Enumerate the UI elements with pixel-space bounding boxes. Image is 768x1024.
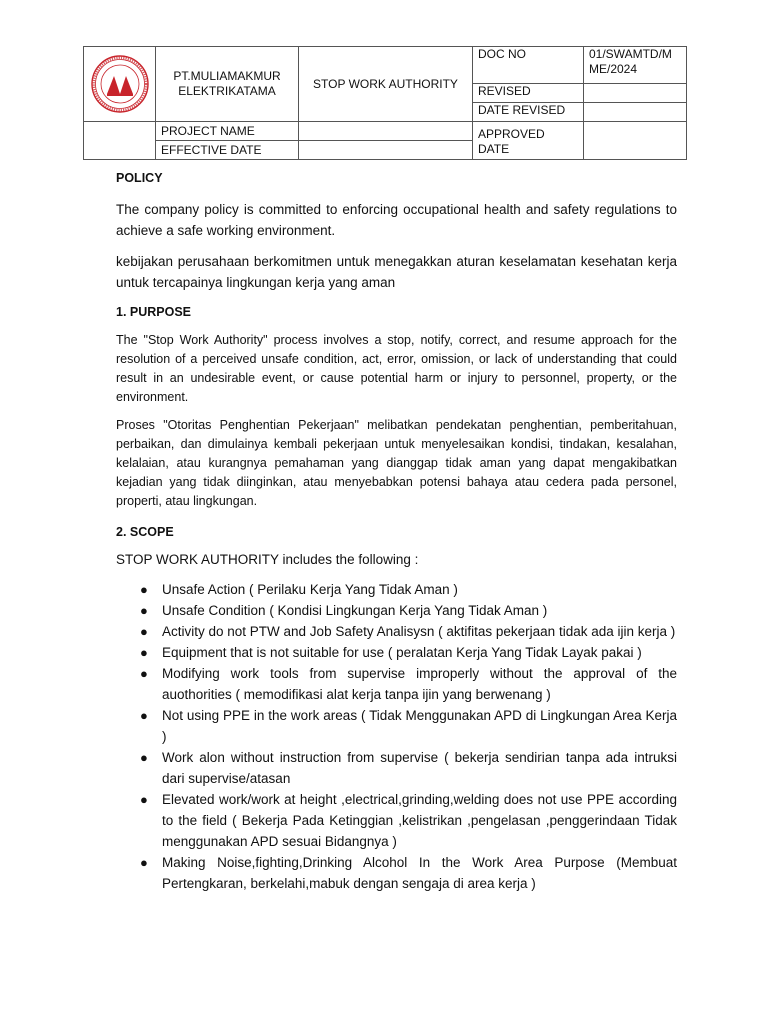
approved-date-value <box>584 122 687 160</box>
project-name-value <box>299 122 473 141</box>
scope-list-item <box>116 642 677 663</box>
bullet-icon: ● <box>140 624 148 639</box>
effective-date-label: EFFECTIVE DATE <box>156 141 299 160</box>
scope-item-text: Elevated work/work at height ,electrical,grinding,welding does not use PPE according to the field ( Bekerja Pada Ketinggian ,kelistrikan ,pengelasan ,penggerindaan Tidak menggunakan APD sesuai Bidangnya ) <box>162 792 677 849</box>
project-name-label: PROJECT NAME <box>156 122 299 141</box>
approved-date-label: APPROVED DATE <box>473 122 584 160</box>
company-name-line1: PT.MULIAMAKMUR <box>173 69 281 83</box>
company-name-cell <box>156 47 299 122</box>
bullet-icon: ● <box>140 645 148 660</box>
policy-heading: POLICY <box>116 171 163 185</box>
scope-item-text: Equipment that is not suitable for use ( peralatan Kerja Yang Tidak Layak pakai ) <box>162 645 642 660</box>
bullet-icon: ● <box>140 603 148 618</box>
document-header <box>83 46 685 159</box>
effective-date-value <box>299 141 473 160</box>
scope-intro: STOP WORK AUTHORITY includes the following : <box>116 552 419 567</box>
scope-list-item <box>116 747 677 789</box>
scope-item-text: Activity do not PTW and Job Safety Analisysn ( aktifitas pekerjaan tidak ada ijin kerja ) <box>162 624 676 639</box>
scope-list-item <box>116 789 677 852</box>
logo-cell <box>84 47 156 122</box>
logo-blank-cell <box>84 122 156 160</box>
document-body <box>116 171 677 894</box>
scope-list-item <box>116 621 677 642</box>
purpose-text-en: The "Stop Work Authority" process involves a stop, notify, correct, and resume approach for the resolution of a perceived unsafe condition, act, error, omission, or lack of understanding that could result in an undesirable event, or cause potential harm or injury to personnel, property, or the environment. <box>116 333 677 404</box>
scope-list-item <box>116 705 677 747</box>
date-revised-label: DATE REVISED <box>473 103 584 122</box>
bullet-icon: ● <box>140 666 148 681</box>
scope-item-text: Unsafe Condition ( Kondisi Lingkungan Kerja Yang Tidak Aman ) <box>162 603 548 618</box>
scope-item-text: Modifying work tools from supervise improperly without the approval of the auothorities ( memodifikasi alat kerja tanpa ijin yang berwenang ) <box>162 666 677 702</box>
scope-list-item <box>116 579 677 600</box>
scope-list-item <box>116 852 677 894</box>
doc-no-value: 01/SWAMTD/MME/2024 <box>584 47 687 84</box>
document-title: STOP WORK AUTHORITY <box>299 47 473 122</box>
bullet-icon: ● <box>140 708 148 723</box>
header-table <box>83 46 687 160</box>
scope-item-text: Making Noise,fighting,Drinking Alcohol In the Work Area Purpose (Membuat Pertengkaran, berkelahi,mabuk dengan sengaja di area kerja ) <box>162 855 677 891</box>
scope-list-item <box>116 600 677 621</box>
scope-list <box>116 579 677 894</box>
scope-item-text: Unsafe Action ( Perilaku Kerja Yang Tidak Aman ) <box>162 582 458 597</box>
scope-heading: 2. SCOPE <box>116 525 174 539</box>
bullet-icon: ● <box>140 855 148 870</box>
revised-value <box>584 84 687 103</box>
bullet-icon: ● <box>140 750 148 765</box>
doc-no-label: DOC NO <box>473 47 584 84</box>
policy-text-en: The company policy is committed to enforcing occupational health and safety regulations to achieve a safe working environment. <box>116 202 677 238</box>
revised-label: REVISED <box>473 84 584 103</box>
company-logo-icon <box>90 54 150 114</box>
purpose-text-id: Proses "Otoritas Penghentian Pekerjaan" melibatkan pendekatan penghentian, pemberitahuan, perbaikan, dan dimulainya kembali pekerjaan untuk menyelesaikan kondisi, tindakan, kesalahan, kelalaian, atau kurangnya pemahaman yang dianggap tidak aman yang dapat mengakibatkan kejadian yang tidak diinginkan, atau menyebabkan potensi bahaya atau cedera pada personel, properti, atau lingkungan. <box>116 418 677 508</box>
bullet-icon: ● <box>140 582 148 597</box>
bullet-icon: ● <box>140 792 148 807</box>
scope-item-text: Not using PPE in the work areas ( Tidak Menggunakan APD di Lingkungan Area Kerja ) <box>162 708 677 744</box>
date-revised-value <box>584 103 687 122</box>
company-name-line2: ELEKTRIKATAMA <box>178 84 276 98</box>
purpose-heading: 1. PURPOSE <box>116 305 192 319</box>
policy-text-id: kebijakan perusahaan berkomitmen untuk menegakkan aturan keselamatan kesehatan kerja untuk tercapainya lingkungan kerja yang aman <box>116 254 677 290</box>
scope-list-item <box>116 663 677 705</box>
scope-item-text: Work alon without instruction from supervise ( bekerja sendirian tanpa ada intruksi dari supervise/atasan <box>162 750 677 786</box>
